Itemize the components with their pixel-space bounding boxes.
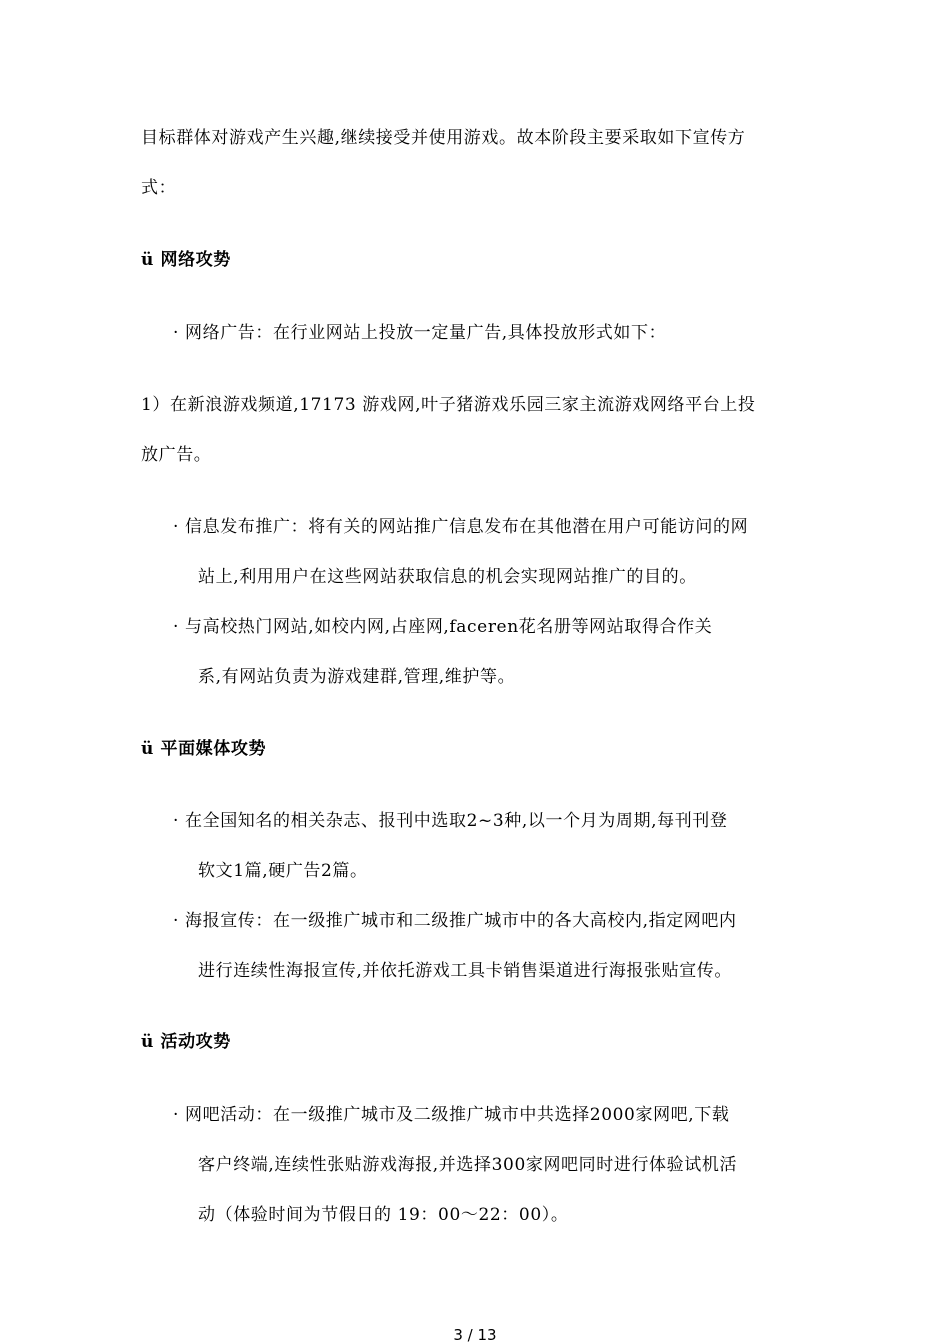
bullet-magazines-line-1: · 在全国知名的相关杂志、报刊中选取2~3种,以一个月为周期,每刊刊登 bbox=[173, 811, 728, 831]
intro-paragraph-line-2: 式： bbox=[141, 178, 177, 198]
bullet-internet-cafe-line-3: 动（体验时间为节假日的 19：00～22：00）。 bbox=[198, 1205, 569, 1225]
bullet-campus-sites-line-2: 系,有网站负责为游戏建群,管理,维护等。 bbox=[198, 667, 516, 687]
bullet-posters-line-2: 进行连续性海报宣传,并依托游戏工具卡销售渠道进行海报张贴宣传。 bbox=[198, 961, 733, 981]
section-heading-print-media: ü 平面媒体攻势 bbox=[141, 739, 267, 759]
page-number: 3 / 13 bbox=[453, 1326, 497, 1344]
bullet-info-release-line-1: · 信息发布推广：将有关的网站推广信息发布在其他潜在用户可能访问的网 bbox=[173, 517, 749, 537]
bullet-info-release-line-2: 站上,利用用户在这些网站获取信息的机会实现网站推广的目的。 bbox=[198, 567, 697, 587]
bullet-internet-cafe-line-2: 客户终端,连续性张贴游戏海报,并选择300家网吧同时进行体验试机活 bbox=[198, 1155, 738, 1175]
section-heading-events: ü 活动攻势 bbox=[141, 1032, 231, 1052]
bullet-internet-cafe-line-1: · 网吧活动：在一级推广城市及二级推广城市中共选择2000家网吧,下载 bbox=[173, 1105, 730, 1125]
bullet-campus-sites-line-1: · 与高校热门网站,如校内网,占座网,faceren花名册等网站取得合作关 bbox=[173, 617, 713, 637]
section-heading-network: ü 网络攻势 bbox=[141, 250, 231, 270]
bullet-network-ads: · 网络广告：在行业网站上投放一定量广告,具体投放形式如下： bbox=[173, 323, 667, 343]
numbered-item-1-line-2: 放广告。 bbox=[141, 445, 212, 465]
bullet-posters-line-1: · 海报宣传：在一级推广城市和二级推广城市中的各大高校内,指定网吧内 bbox=[173, 911, 737, 931]
bullet-magazines-line-2: 软文1篇,硬广告2篇。 bbox=[198, 861, 368, 881]
intro-paragraph-line-1: 目标群体对游戏产生兴趣,继续接受并使用游戏。故本阶段主要采取如下宣传方 bbox=[141, 128, 746, 148]
numbered-item-1-line-1: 1）在新浪游戏频道,17173 游戏网,叶子猪游戏乐园三家主流游戏网络平台上投 bbox=[141, 395, 756, 415]
